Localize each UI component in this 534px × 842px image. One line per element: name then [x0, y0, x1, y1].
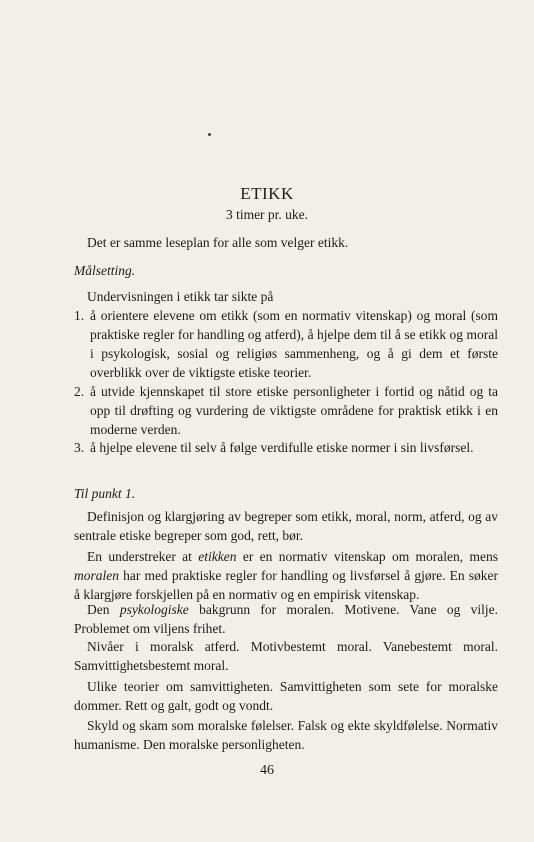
- goal-number: 3.: [74, 440, 85, 455]
- goal-number: 1.: [74, 308, 85, 323]
- goal-item-2: [74, 382, 498, 439]
- intro-paragraph: Det er samme leseplan for alle som velger etikk.: [87, 235, 349, 250]
- hours-per-week: 3 timer pr. uke.: [225, 207, 309, 222]
- emphasis-psychological: psykologiske: [119, 602, 189, 617]
- goal-text: å hjelpe elevene til selv å følge verdifulle etiske normer i sin livsførsel.: [90, 440, 474, 455]
- goal-item-1: [74, 306, 498, 382]
- emphasis-ethics: etikken: [198, 549, 237, 564]
- goal-heading: Målsetting.: [74, 263, 136, 278]
- paragraph-guilt: Skyld og skam som moralske følelser. Falsk og ekte skyldfølelse. Normativ humanisme. Den moralske personligheten.: [74, 718, 498, 752]
- goal-text: å orientere elevene om etikk (som en normativ vitenskap) og moral (som praktiske regler for handling og atferd), å hjelpe dem til å se etikk og moral i psykologisk, sosial og religiøs sammenheng, og å gi dem et første overblikk over de viktigste etiske teorier.: [90, 308, 498, 380]
- goal-text: å utvide kjennskapet til store etiske personligheter i fortid og nåtid og ta opp til drøfting og vurdering de viktigste områdene for praktisk etikk i en moderne verden.: [90, 384, 498, 437]
- paragraph-levels: Nivåer i moralsk atferd. Motivbestemt moral. Vanebestemt moral. Samvittighetsbestemt moral.: [74, 639, 498, 673]
- paragraph-conscience: Ulike teorier om samvittigheten. Samvittigheten som sete for moralske dommer. Rett og galt, godt og vondt.: [74, 679, 498, 713]
- page-number: 46: [260, 763, 274, 778]
- ink-speck: [208, 133, 211, 136]
- goal-number: 2.: [74, 384, 85, 399]
- paragraph-definitions: Definisjon og klargjøring av begreper som etikk, moral, norm, atferd, og av sentrale etiske begreper som god, rett, bør.: [74, 509, 498, 543]
- point-heading: Til punkt 1.: [74, 486, 136, 501]
- goal-lead: Undervisningen i etikk tar sikte på: [87, 289, 274, 304]
- emphasis-morals: moralen: [74, 568, 119, 583]
- paragraph-ethics-vs-morals: En understreker at etikken er en normativ vitenskap om moralen, mens moralen har med praktiske regler for handling og livsførsel å gjøre. En søker å klargjøre forskjellen på en normativ og en empirisk vitenskap.: [74, 549, 499, 602]
- goal-item-3: [74, 438, 498, 457]
- section-title: ETIKK: [240, 184, 294, 203]
- paragraph-psychology: Den psykologiske bakgrunn for moralen. Motivene. Vane og vilje. Problemet om viljens frihet.: [74, 602, 499, 636]
